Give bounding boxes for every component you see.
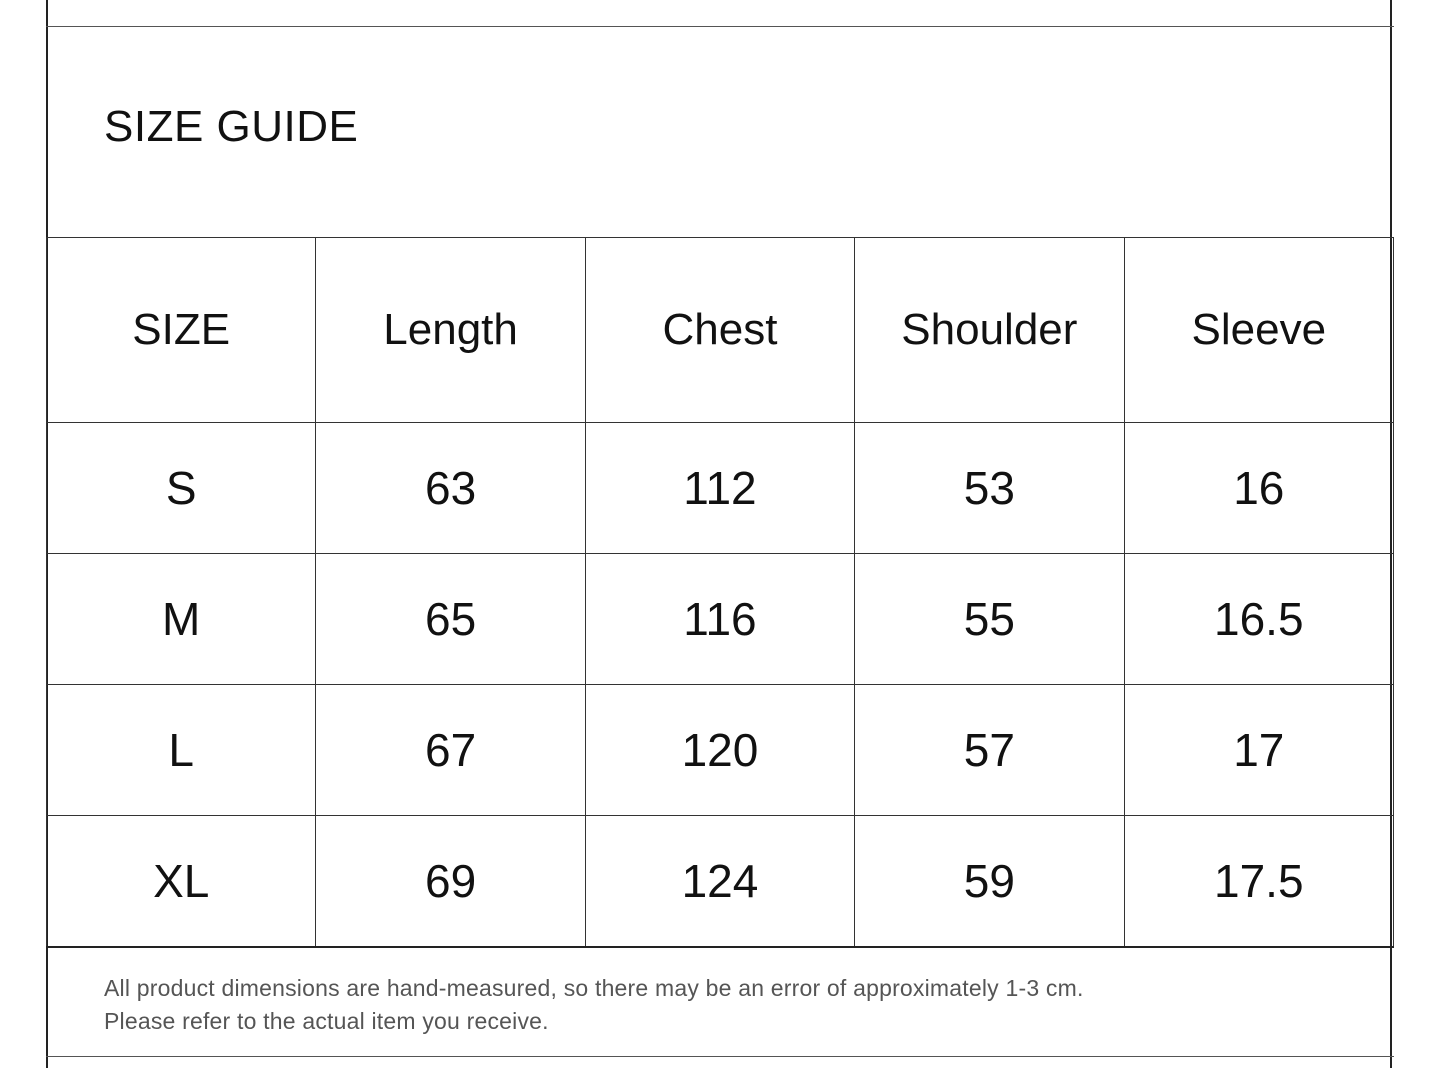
bottom-divider (46, 1056, 1394, 1057)
table-cell-size: M (47, 554, 316, 685)
table-cell-sleeve: 16.5 (1124, 554, 1393, 685)
table-cell-length: 67 (316, 685, 585, 816)
table-cell-shoulder: 53 (855, 423, 1124, 554)
measurement-note (104, 972, 1084, 1038)
column-header-chest: Chest (585, 238, 854, 423)
table-row (47, 816, 1394, 948)
size-table (46, 237, 1394, 948)
table-cell-size: XL (47, 816, 316, 948)
column-header-sleeve: Sleeve (1124, 238, 1393, 423)
top-divider (46, 26, 1394, 27)
table-cell-sleeve: 16 (1124, 423, 1393, 554)
table-cell-size: L (47, 685, 316, 816)
table-row (47, 685, 1394, 816)
table-header-row (47, 238, 1394, 423)
column-header-size: SIZE (47, 238, 316, 423)
table-row (47, 554, 1394, 685)
table-row (47, 423, 1394, 554)
table-cell-sleeve: 17 (1124, 685, 1393, 816)
table-cell-shoulder: 59 (855, 816, 1124, 948)
table-cell-chest: 120 (585, 685, 854, 816)
table-cell-chest: 112 (585, 423, 854, 554)
table-cell-size: S (47, 423, 316, 554)
table-cell-length: 69 (316, 816, 585, 948)
table-cell-sleeve: 17.5 (1124, 816, 1393, 948)
column-header-length: Length (316, 238, 585, 423)
measurement-note-line-2: Please refer to the actual item you receive. (104, 1008, 549, 1034)
table-cell-length: 65 (316, 554, 585, 685)
measurement-note-line-1: All product dimensions are hand-measured, so there may be an error of approximately 1-3 cm. (104, 975, 1084, 1001)
column-header-shoulder: Shoulder (855, 238, 1124, 423)
table-cell-shoulder: 55 (855, 554, 1124, 685)
table-cell-chest: 116 (585, 554, 854, 685)
page-title: SIZE GUIDE (104, 102, 359, 151)
table-cell-chest: 124 (585, 816, 854, 948)
table-cell-shoulder: 57 (855, 685, 1124, 816)
table-cell-length: 63 (316, 423, 585, 554)
